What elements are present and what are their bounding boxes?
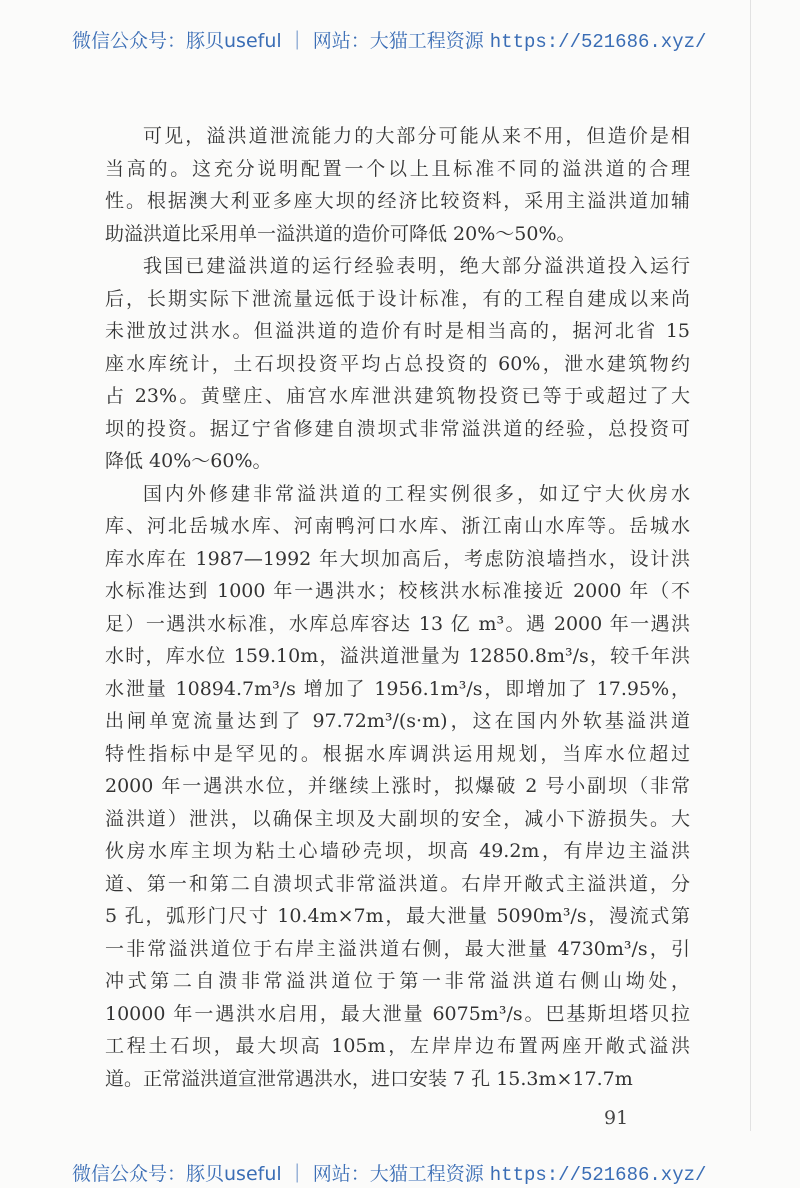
text-line: 足）一遇洪水标准，水库总库容达 13 亿 m³。遇 2000 年一遇洪 <box>105 612 690 635</box>
watermark-text: 微信公众号：豚贝useful ｜ 网站：大猫工程资源 <box>72 30 490 52</box>
text-line: 坝的投资。据辽宁省修建自溃坝式非常溢洪道的经验，总投资可 <box>105 417 690 440</box>
page-edge-divider <box>750 0 751 1131</box>
text-line: 溢洪道）泄洪，以确保主坝及大副坝的安全，减小下游损失。大 <box>105 807 690 830</box>
text-line: 道、第一和第二自溃坝式非常溢洪道。右岸开敞式主溢洪道，分 <box>105 872 690 895</box>
text-line: 降低 40%～60%。 <box>105 450 272 472</box>
text-line: 我国已建溢洪道的运行经验表明，绝大部分溢洪道投入运行 <box>143 255 690 277</box>
text-line: 库水库在 1987—1992 年大坝加高后，考虑防浪墙挡水，设计洪 <box>105 547 690 570</box>
text-line: 性。根据澳大利亚多座大坝的经济比较资料，采用主溢洪道加辅 <box>105 190 690 212</box>
text-line: 未泄放过洪水。但溢洪道的造价有时是相当高的，据河北省 15 <box>105 320 690 342</box>
text-line: 助溢洪道比采用单一溢洪道的造价可降低 20%～50%。 <box>105 222 576 245</box>
text-line: 出闸单宽流量达到了 97.72m³/(s·m)，这在国内外软基溢洪道 <box>105 710 690 732</box>
text-line: 道。正常溢洪道宣泄常遇洪水，进口安装 7 孔 15.3m×17.7m <box>105 1067 633 1090</box>
text-line: 特性指标中是罕见的。根据水库调洪运用规划，当库水位超过 <box>105 742 690 765</box>
watermark-header <box>72 28 752 55</box>
text-line: 一非常溢洪道位于右岸主溢洪道右侧，最大泄量 4730m³/s，引 <box>105 937 690 960</box>
text-line: 后，长期实际下泄流量远低于设计标准，有的工程自建成以来尚 <box>105 287 690 310</box>
text-line: 国内外修建非常溢洪道的工程实例很多，如辽宁大伙房水 <box>143 482 690 505</box>
text-line: 10000 年一遇洪水启用，最大泄量 6075m³/s。巴基斯坦塔贝拉 <box>105 1002 690 1025</box>
text-line: 当高的。这充分说明配置一个以上且标准不同的溢洪道的合理 <box>105 157 690 180</box>
page-content <box>72 120 707 1188</box>
text-line: 水标准达到 1000 年一遇洪水；校核洪水标准接近 2000 年（不 <box>105 580 690 602</box>
watermark-url: https://521686.xyz/ <box>489 1164 707 1186</box>
text-line: 可见，溢洪道泄流能力的大部分可能从来不用，但造价是相 <box>143 125 690 147</box>
text-line: 冲式第二自溃非常溢洪道位于第一非常溢洪道右侧山坳处， <box>105 970 690 992</box>
text-line: 库、河北岳城水库、河南鸭河口水库、浙江南山水库等。岳城水 <box>105 515 690 537</box>
text-line: 2000 年一遇洪水位，并继续上涨时，拟爆破 2 号小副坝（非常 <box>105 775 690 797</box>
document-body <box>105 120 690 1095</box>
text-line: 伙房水库主坝为粘土心墙砂壳坝，坝高 49.2m，有岸边主溢洪 <box>105 840 690 862</box>
text-line: 占 23%。黄壁庄、庙宫水库泄洪建筑物投资已等于或超过了大 <box>105 385 690 407</box>
text-line: 5 孔，弧形门尺寸 10.4m×7m，最大泄量 5090m³/s，漫流式第 <box>105 905 690 927</box>
paragraph <box>105 120 690 250</box>
text-line: 座水库统计，土石坝投资平均占总投资的 60%，泄水建筑物约 <box>105 352 690 375</box>
paragraph <box>105 250 690 478</box>
watermark-url: https://521686.xyz/ <box>489 31 707 53</box>
text-line: 水时，库水位 159.10m，溢洪道泄量为 12850.8m³/s，较千年洪 <box>105 645 690 667</box>
watermark-text: 微信公众号：豚贝useful ｜ 网站：大猫工程资源 <box>72 1163 490 1185</box>
paragraph <box>105 478 690 1096</box>
page-number: 91 <box>604 1107 629 1129</box>
watermark-footer <box>72 1161 752 1188</box>
text-line: 水泄量 10894.7m³/s 增加了 1956.1m³/s，即增加了 17.95%， <box>105 677 690 700</box>
text-line: 工程土石坝，最大坝高 105m，左岸岸边布置两座开敞式溢洪 <box>105 1035 690 1057</box>
